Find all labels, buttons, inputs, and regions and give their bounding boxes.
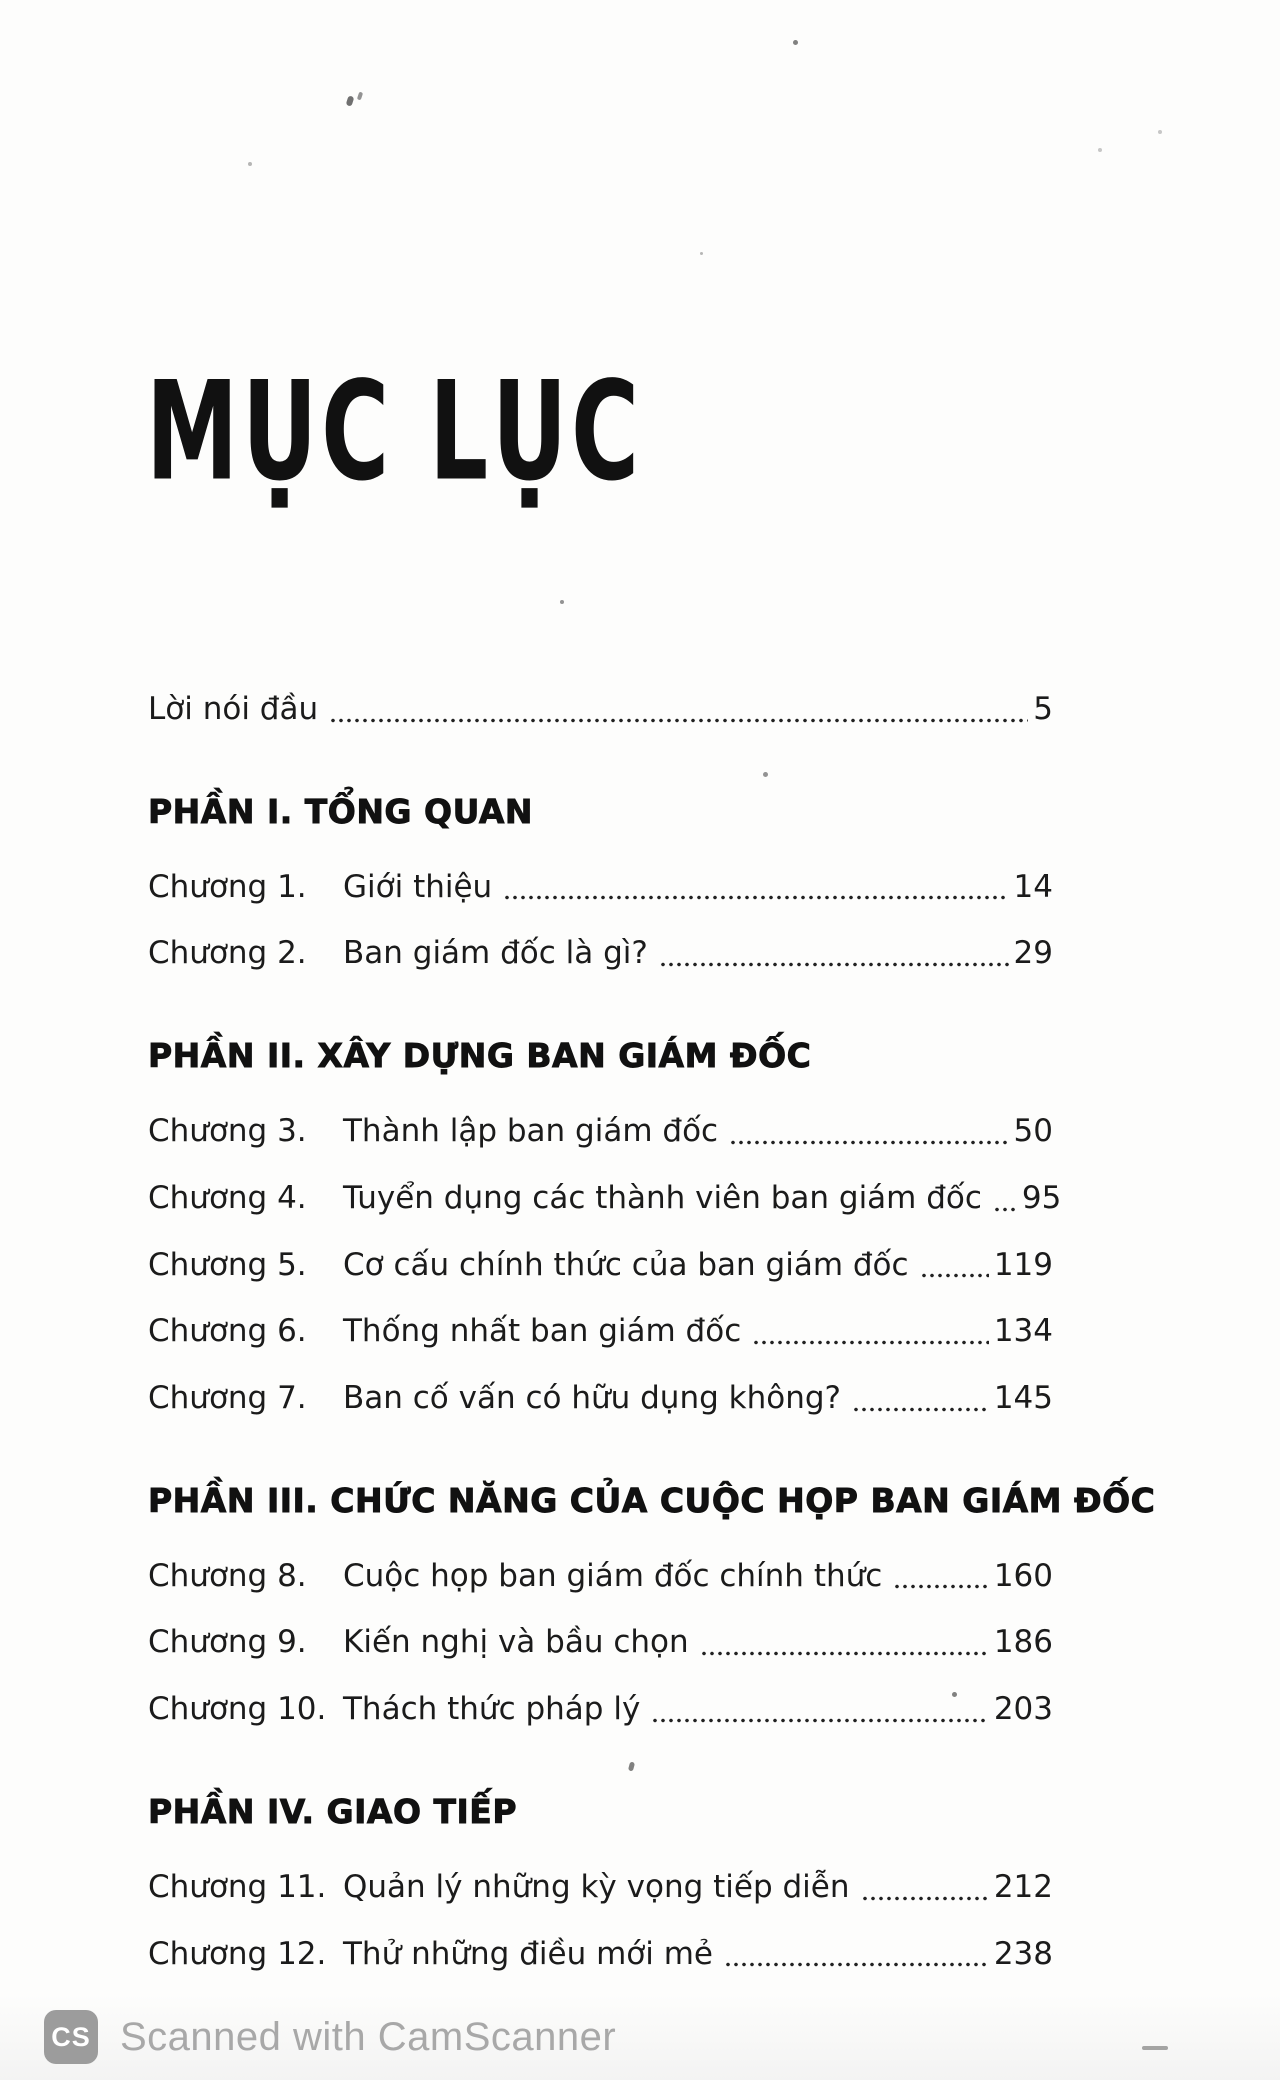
scan-artifact	[357, 92, 363, 101]
dot-leader	[700, 1628, 989, 1662]
toc-entry	[148, 1379, 1053, 1418]
chapter-label: Chương 2.	[148, 935, 307, 972]
scan-artifact	[560, 600, 564, 604]
chapter-label: Chương 9.	[148, 1624, 307, 1661]
dot-leader	[651, 1695, 989, 1729]
chapter-label: Chương 11.	[148, 1868, 327, 1905]
entry-title: Quản lý những kỳ vọng tiếp diễn	[343, 1868, 850, 1905]
camscanner-footer	[0, 1994, 1280, 2080]
page-number: 186	[993, 1624, 1053, 1661]
page-title: MỤC LỤC	[146, 352, 643, 512]
entry-title: Cuộc họp ban giám đốc chính thức	[343, 1557, 883, 1594]
camscanner-logo-icon: CS	[44, 2010, 98, 2064]
chapter-label: Chương 12.	[148, 1935, 327, 1972]
chapter-label: Chương 4.	[148, 1179, 307, 1216]
entry-title: Cơ cấu chính thức của ban giám đốc	[343, 1246, 909, 1283]
chapter-label: Chương 6.	[148, 1313, 307, 1350]
scan-artifact	[346, 95, 355, 106]
toc-entry-preface	[148, 690, 1053, 729]
page-number: 160	[993, 1557, 1053, 1594]
camscanner-watermark-text: Scanned with CamScanner	[120, 2014, 617, 2059]
scan-artifact	[1142, 2046, 1168, 2050]
entry-title: Tuyển dụng các thành viên ban giám đốc	[343, 1179, 982, 1216]
entry-title: Ban giám đốc là gì?	[343, 935, 648, 972]
page-number: 5	[1033, 691, 1053, 727]
dot-leader	[729, 1117, 1008, 1151]
page-number: 95	[1021, 1179, 1062, 1216]
entry-title: Lời nói đầu	[148, 691, 319, 727]
chapter-label: Chương 7.	[148, 1380, 307, 1417]
scan-artifact	[1098, 148, 1102, 152]
scan-artifact	[793, 40, 798, 45]
toc-entry	[148, 1557, 1053, 1596]
dot-leader	[752, 1317, 989, 1351]
page-number: 134	[993, 1313, 1053, 1350]
page-number: 145	[993, 1380, 1053, 1417]
chapter-label: Chương 3.	[148, 1113, 307, 1150]
dot-leader	[659, 939, 1009, 973]
toc-entry	[148, 1246, 1053, 1285]
dot-leader	[329, 695, 1028, 729]
chapter-label: Chương 1.	[148, 868, 307, 905]
page-number: 238	[993, 1935, 1053, 1972]
dot-leader	[503, 872, 1008, 906]
dot-leader	[852, 1384, 989, 1418]
dot-leader	[893, 1561, 989, 1595]
entry-title: Ban cố vấn có hữu dụng không?	[343, 1380, 841, 1417]
dot-leader	[724, 1939, 989, 1973]
entry-title: Giới thiệu	[343, 868, 493, 905]
entry-title: Thống nhất ban giám đốc	[343, 1313, 742, 1350]
dot-leader	[993, 1184, 1017, 1218]
page-number: 29	[1013, 935, 1053, 972]
scan-artifact	[700, 252, 703, 255]
section-heading-part-1: PHẦN I. TỔNG QUAN	[148, 791, 534, 831]
toc-entry	[148, 1179, 1062, 1218]
dot-leader	[861, 1873, 989, 1907]
toc-entry	[148, 1690, 1053, 1729]
table-of-contents	[148, 690, 1156, 2001]
toc-entry	[148, 934, 1053, 973]
dot-leader	[920, 1250, 989, 1284]
entry-title: Thành lập ban giám đốc	[343, 1113, 719, 1150]
scan-artifact	[1158, 130, 1162, 134]
scan-artifact	[763, 772, 768, 777]
section-heading-part-3: PHẦN III. CHỨC NĂNG CỦA CUỘC HỌP BAN GIÁM ĐỐC	[148, 1480, 1156, 1520]
toc-entry	[148, 1112, 1053, 1151]
chapter-label: Chương 10.	[148, 1691, 327, 1728]
section-heading-part-4: PHẦN IV. GIAO TIẾP	[148, 1791, 518, 1831]
chapter-label: Chương 5.	[148, 1246, 307, 1283]
page-number: 212	[993, 1868, 1053, 1905]
page-number: 50	[1013, 1113, 1053, 1150]
toc-entry	[148, 868, 1053, 907]
page-number: 119	[993, 1246, 1053, 1283]
page-number: 203	[993, 1691, 1053, 1728]
entry-title: Thách thức pháp lý	[343, 1691, 641, 1728]
scan-artifact	[248, 162, 252, 166]
toc-entry	[148, 1935, 1053, 1974]
page-number: 14	[1013, 868, 1053, 905]
scan-artifact	[952, 1692, 957, 1697]
entry-title: Kiến nghị và bầu chọn	[343, 1624, 689, 1661]
toc-entry	[148, 1623, 1053, 1662]
section-heading-part-2: PHẦN II. XÂY DỰNG BAN GIÁM ĐỐC	[148, 1036, 812, 1076]
entry-title: Thử những điều mới mẻ	[343, 1935, 713, 1972]
toc-entry	[148, 1868, 1053, 1907]
chapter-label: Chương 8.	[148, 1557, 307, 1594]
toc-entry	[148, 1312, 1053, 1351]
